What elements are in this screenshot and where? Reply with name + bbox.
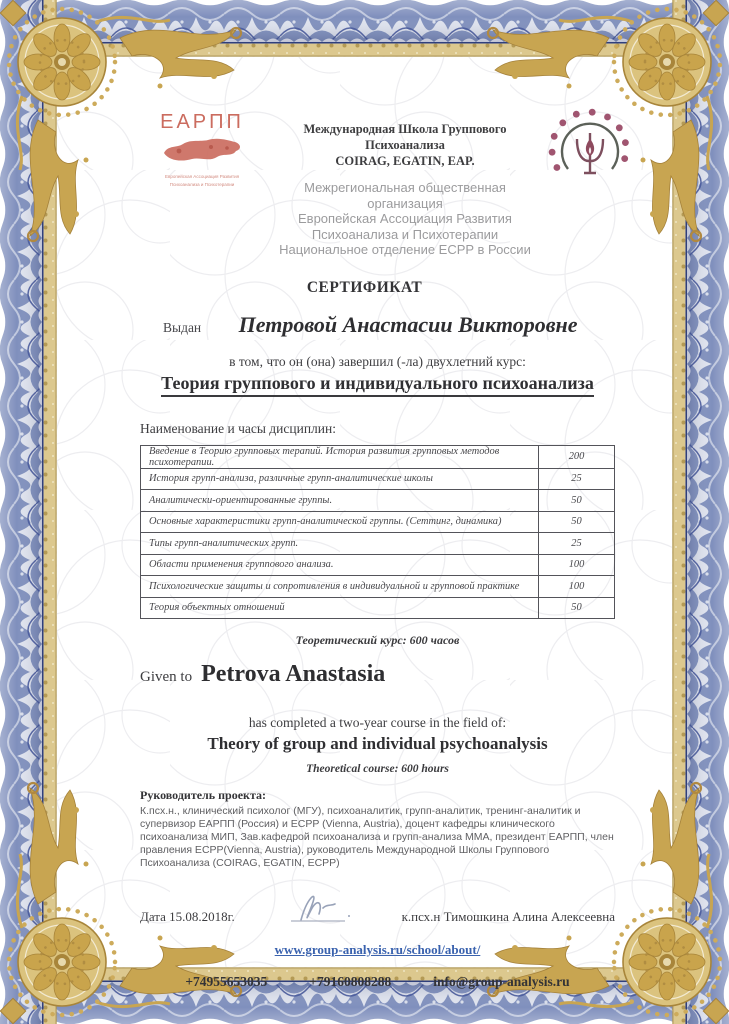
- school-affiliations: COIRAG, EGATIN, EAP.: [335, 154, 475, 168]
- disciplines-caption: Наименование и часы дисциплин:: [140, 420, 336, 436]
- course-title-ru: Теория группового и индивидуального психоанализа: [140, 373, 615, 397]
- table-row: [141, 597, 615, 619]
- signer-name: к.псх.н Тимошкина Алина Алексеевна: [401, 909, 615, 924]
- issued-label: Выдан: [163, 319, 202, 335]
- table-row: [141, 468, 615, 490]
- website-row: [140, 941, 615, 959]
- given-to-label: Given to: [140, 669, 193, 685]
- total-hours-en: Theoretical course: 600 hours: [306, 763, 449, 775]
- contact-email: info@group-analysis.ru: [433, 974, 570, 989]
- earpp-logo: [132, 107, 272, 187]
- earpp-acronym: ЕАРПП: [160, 111, 244, 133]
- org-line-2: Европейская Ассоциация Развития: [298, 211, 512, 226]
- discipline-name: Аналитически-ориентированные группы.: [141, 490, 539, 512]
- discipline-hours: 50: [539, 597, 615, 619]
- discipline-hours: 100: [539, 554, 615, 576]
- discipline-name: Теория объектных отношений: [141, 597, 539, 619]
- discipline-name: Области применения группового анализа.: [141, 554, 539, 576]
- org-line-4: Национальное отделение ECPP в России: [279, 242, 531, 257]
- recipient-name-ru: Петровой Анастасии Викторовне: [238, 311, 578, 337]
- school-name: Международная Школа Группового Психоанализа: [303, 122, 507, 152]
- discipline-hours: 100: [539, 576, 615, 598]
- table-row: [141, 533, 615, 555]
- russia-map-icon: [159, 133, 245, 167]
- certificate-content: [57, 57, 672, 990]
- issue-date: Дата 15.08.2018г.: [140, 909, 235, 924]
- discipline-name: Типы групп-аналитических групп.: [141, 533, 539, 555]
- psi-flame-emblem: [538, 107, 642, 204]
- course-title-en: Theory of group and individual psychoanalysis: [207, 734, 548, 753]
- org-line-3: Психоанализа и Психотерапии: [311, 226, 499, 242]
- certificate-title: СЕРТИФИКАТ: [306, 278, 423, 296]
- discipline-name: Введение в Теорию групповых терапий. История развития групповых методов психотерапии.: [141, 445, 539, 468]
- disciplines-table: [140, 445, 615, 620]
- psi-flame-emblem-icon: [544, 107, 636, 199]
- project-head-description: К.псх.н., клинический психолог (МГУ), психоаналитик, групп-аналитик, тренинг-аналитик и супервизор ЕАРПП (Россия) и ECPP (Vienna, Austria), доцент кафедры клинического психоанализа МИП, Зав.кафедрой психоанализа и групп-анализа ММА, президент ЕАРПП, член правления ECPP(Vienna, Austria), руководитель Международной Школы Группового Психоанализа (COIRAG, EGATIN, ECPP): [140, 805, 614, 869]
- table-row: [141, 576, 615, 598]
- handwritten-signature-icon: [273, 886, 363, 928]
- earpp-caption-line2: Психоанализа и Психотерапии: [169, 181, 235, 187]
- discipline-hours: 25: [539, 533, 615, 555]
- table-row: [141, 490, 615, 512]
- main-column: [140, 312, 615, 991]
- table-row: [141, 554, 615, 576]
- project-head-label: Руководитель проекта:: [140, 788, 266, 802]
- completion-line-ru: в том, что он (она) завершил (-ла) двухлетний курс:: [229, 353, 526, 369]
- recipient-name-en: Petrova Anastasia: [201, 661, 386, 687]
- phone-number-1: +74955653035: [185, 974, 268, 989]
- discipline-hours: 50: [539, 490, 615, 512]
- discipline-hours: 25: [539, 468, 615, 490]
- website-link[interactable]: www.group-analysis.ru/school/about/: [274, 942, 481, 957]
- discipline-name: Психологические защиты и сопротивления в индивидуальной и групповой практике: [141, 576, 539, 598]
- header-text: [272, 107, 538, 258]
- discipline-hours: 200: [539, 445, 615, 468]
- table-row: [141, 445, 615, 468]
- discipline-hours: 50: [539, 511, 615, 533]
- issued-row: [140, 312, 615, 338]
- discipline-name: История групп-анализа, различные групп-аналитические школы: [141, 468, 539, 490]
- discipline-name: Основные характеристики групп-аналитической группы. (Сеттинг, динамика): [141, 511, 539, 533]
- header: [132, 107, 642, 258]
- total-hours-ru: Теоретический курс: 600 часов: [295, 633, 460, 647]
- contact-row: [140, 974, 615, 990]
- completion-line-en: has completed a two-year course in the field of:: [248, 715, 507, 730]
- signature-row: [140, 886, 615, 928]
- earpp-caption-line1: Европейская Ассоциация Развития: [164, 174, 240, 179]
- table-row: [141, 511, 615, 533]
- org-line-1: Межрегиональная общественная организация: [304, 180, 506, 211]
- phone-number-2: +79160808288: [309, 974, 392, 989]
- given-row: [140, 661, 615, 688]
- organization-lines: [272, 180, 538, 258]
